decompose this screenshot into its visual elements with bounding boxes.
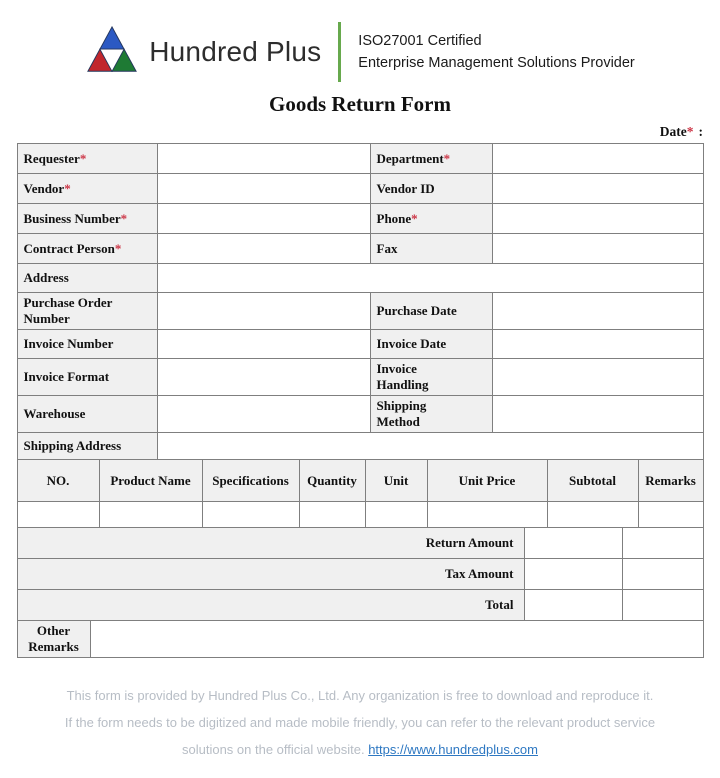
items-header-unit: Unit	[365, 460, 427, 502]
business-number-input[interactable]	[157, 204, 370, 234]
purchase-order-number-input[interactable]	[157, 293, 370, 330]
hundredplus-triangle-logo-icon	[85, 23, 139, 81]
invoice-format-label: Invoice Format	[17, 359, 157, 396]
contract-person-input[interactable]	[157, 234, 370, 264]
required-asterisk: *	[120, 210, 128, 226]
certification-block	[358, 30, 634, 74]
department-input[interactable]	[492, 144, 703, 174]
shipping-address-label: Shipping Address	[17, 433, 157, 460]
date-required-asterisk: *	[686, 124, 694, 139]
shipping-method-input[interactable]	[492, 396, 703, 433]
cert-line-2: Enterprise Management Solutions Provider	[358, 55, 635, 71]
tax-amount-remarks-cell[interactable]	[622, 559, 703, 590]
phone-input[interactable]	[492, 204, 703, 234]
item-unit-cell[interactable]	[365, 502, 427, 528]
invoice-handling-label: Invoice Handling	[370, 359, 492, 396]
invoice-number-input[interactable]	[157, 330, 370, 359]
department-label: Department*	[370, 144, 492, 174]
table-row	[17, 234, 703, 264]
invoice-date-input[interactable]	[492, 330, 703, 359]
tax-amount-label: Tax Amount	[17, 559, 524, 590]
invoice-format-input[interactable]	[157, 359, 370, 396]
vendor-input[interactable]	[157, 174, 370, 204]
items-header-row	[17, 460, 703, 502]
required-asterisk: *	[411, 210, 418, 226]
return-amount-label: Return Amount	[17, 528, 524, 559]
items-header-product-name: Product Name	[99, 460, 202, 502]
table-row	[17, 144, 703, 174]
cert-line-1: ISO27001 Certified	[358, 33, 482, 49]
purchase-date-input[interactable]	[492, 293, 703, 330]
requester-input[interactable]	[157, 144, 370, 174]
items-table	[17, 459, 704, 528]
footer-line-3	[0, 736, 720, 763]
address-label: Address	[17, 264, 157, 293]
green-divider	[338, 22, 341, 82]
fax-input[interactable]	[492, 234, 703, 264]
page-title: Goods Return Form	[269, 92, 451, 116]
date-colon: :	[698, 124, 703, 139]
vendor-id-label: Vendor ID	[370, 174, 492, 204]
vendor-label: Vendor*	[17, 174, 157, 204]
item-row	[17, 502, 703, 528]
total-remarks-cell[interactable]	[622, 590, 703, 621]
other-remarks-input[interactable]	[90, 621, 703, 658]
brand-block	[85, 23, 321, 81]
date-label: Date	[659, 124, 687, 139]
required-asterisk: *	[79, 150, 87, 166]
footer-line-2: If the form needs to be digitized and made mobile friendly, you can refer to the relevant product service	[64, 715, 656, 730]
footer-line-3-prefix: solutions on the official website.	[181, 742, 369, 757]
footer-line-1: This form is provided by Hundred Plus Co., Ltd. Any organization is free to download and reproduce it.	[66, 688, 654, 703]
table-row	[17, 433, 703, 460]
vendor-id-input[interactable]	[492, 174, 703, 204]
purchase-order-number-label: Purchase Order Number	[17, 293, 157, 330]
summary-table	[17, 527, 704, 621]
table-row	[17, 293, 703, 330]
table-row	[17, 204, 703, 234]
invoice-number-label: Invoice Number	[17, 330, 157, 359]
purchase-date-label: Purchase Date	[370, 293, 492, 330]
official-website-link[interactable]: https://www.hundredplus.com	[368, 742, 538, 757]
table-row	[17, 174, 703, 204]
item-remarks-cell[interactable]	[638, 502, 703, 528]
invoice-handling-input[interactable]	[492, 359, 703, 396]
brand-name: Hundred Plus	[149, 36, 322, 67]
items-header-subtotal: Subtotal	[547, 460, 638, 502]
table-row	[17, 264, 703, 293]
info-table	[17, 143, 704, 460]
warehouse-label: Warehouse	[17, 396, 157, 433]
item-specifications-cell[interactable]	[202, 502, 299, 528]
fax-label: Fax	[370, 234, 492, 264]
total-label: Total	[17, 590, 524, 621]
item-no-cell[interactable]	[17, 502, 99, 528]
items-header-specifications: Specifications	[202, 460, 299, 502]
other-remarks-label: Other Remarks	[17, 621, 90, 658]
table-row	[17, 559, 703, 590]
required-asterisk: *	[114, 240, 122, 256]
items-header-quantity: Quantity	[299, 460, 365, 502]
item-product-name-cell[interactable]	[99, 502, 202, 528]
table-row	[17, 590, 703, 621]
table-row	[17, 359, 703, 396]
address-input[interactable]	[157, 264, 703, 293]
return-amount-remarks-cell[interactable]	[622, 528, 703, 559]
table-row	[17, 528, 703, 559]
contract-person-label: Contract Person*	[17, 234, 157, 264]
table-row	[17, 330, 703, 359]
total-value-cell[interactable]	[524, 590, 622, 621]
masthead	[0, 0, 720, 82]
other-remarks-table	[17, 620, 704, 658]
required-asterisk: *	[64, 180, 71, 196]
items-header-remarks: Remarks	[638, 460, 703, 502]
date-field	[17, 124, 703, 140]
item-unit-price-cell[interactable]	[427, 502, 547, 528]
phone-label: Phone*	[370, 204, 492, 234]
required-asterisk: *	[443, 150, 451, 166]
item-subtotal-cell[interactable]	[547, 502, 638, 528]
warehouse-input[interactable]	[157, 396, 370, 433]
items-header-no: NO.	[17, 460, 99, 502]
tax-amount-value-cell[interactable]	[524, 559, 622, 590]
items-header-unit-price: Unit Price	[427, 460, 547, 502]
table-row	[17, 396, 703, 433]
business-number-label: Business Number*	[17, 204, 157, 234]
footer-note	[0, 682, 720, 763]
return-amount-value-cell[interactable]	[524, 528, 622, 559]
invoice-date-label: Invoice Date	[370, 330, 492, 359]
shipping-method-label: Shipping Method	[370, 396, 492, 433]
table-row	[17, 621, 703, 658]
shipping-address-input[interactable]	[157, 433, 703, 460]
requester-label: Requester*	[17, 144, 157, 174]
item-quantity-cell[interactable]	[299, 502, 365, 528]
